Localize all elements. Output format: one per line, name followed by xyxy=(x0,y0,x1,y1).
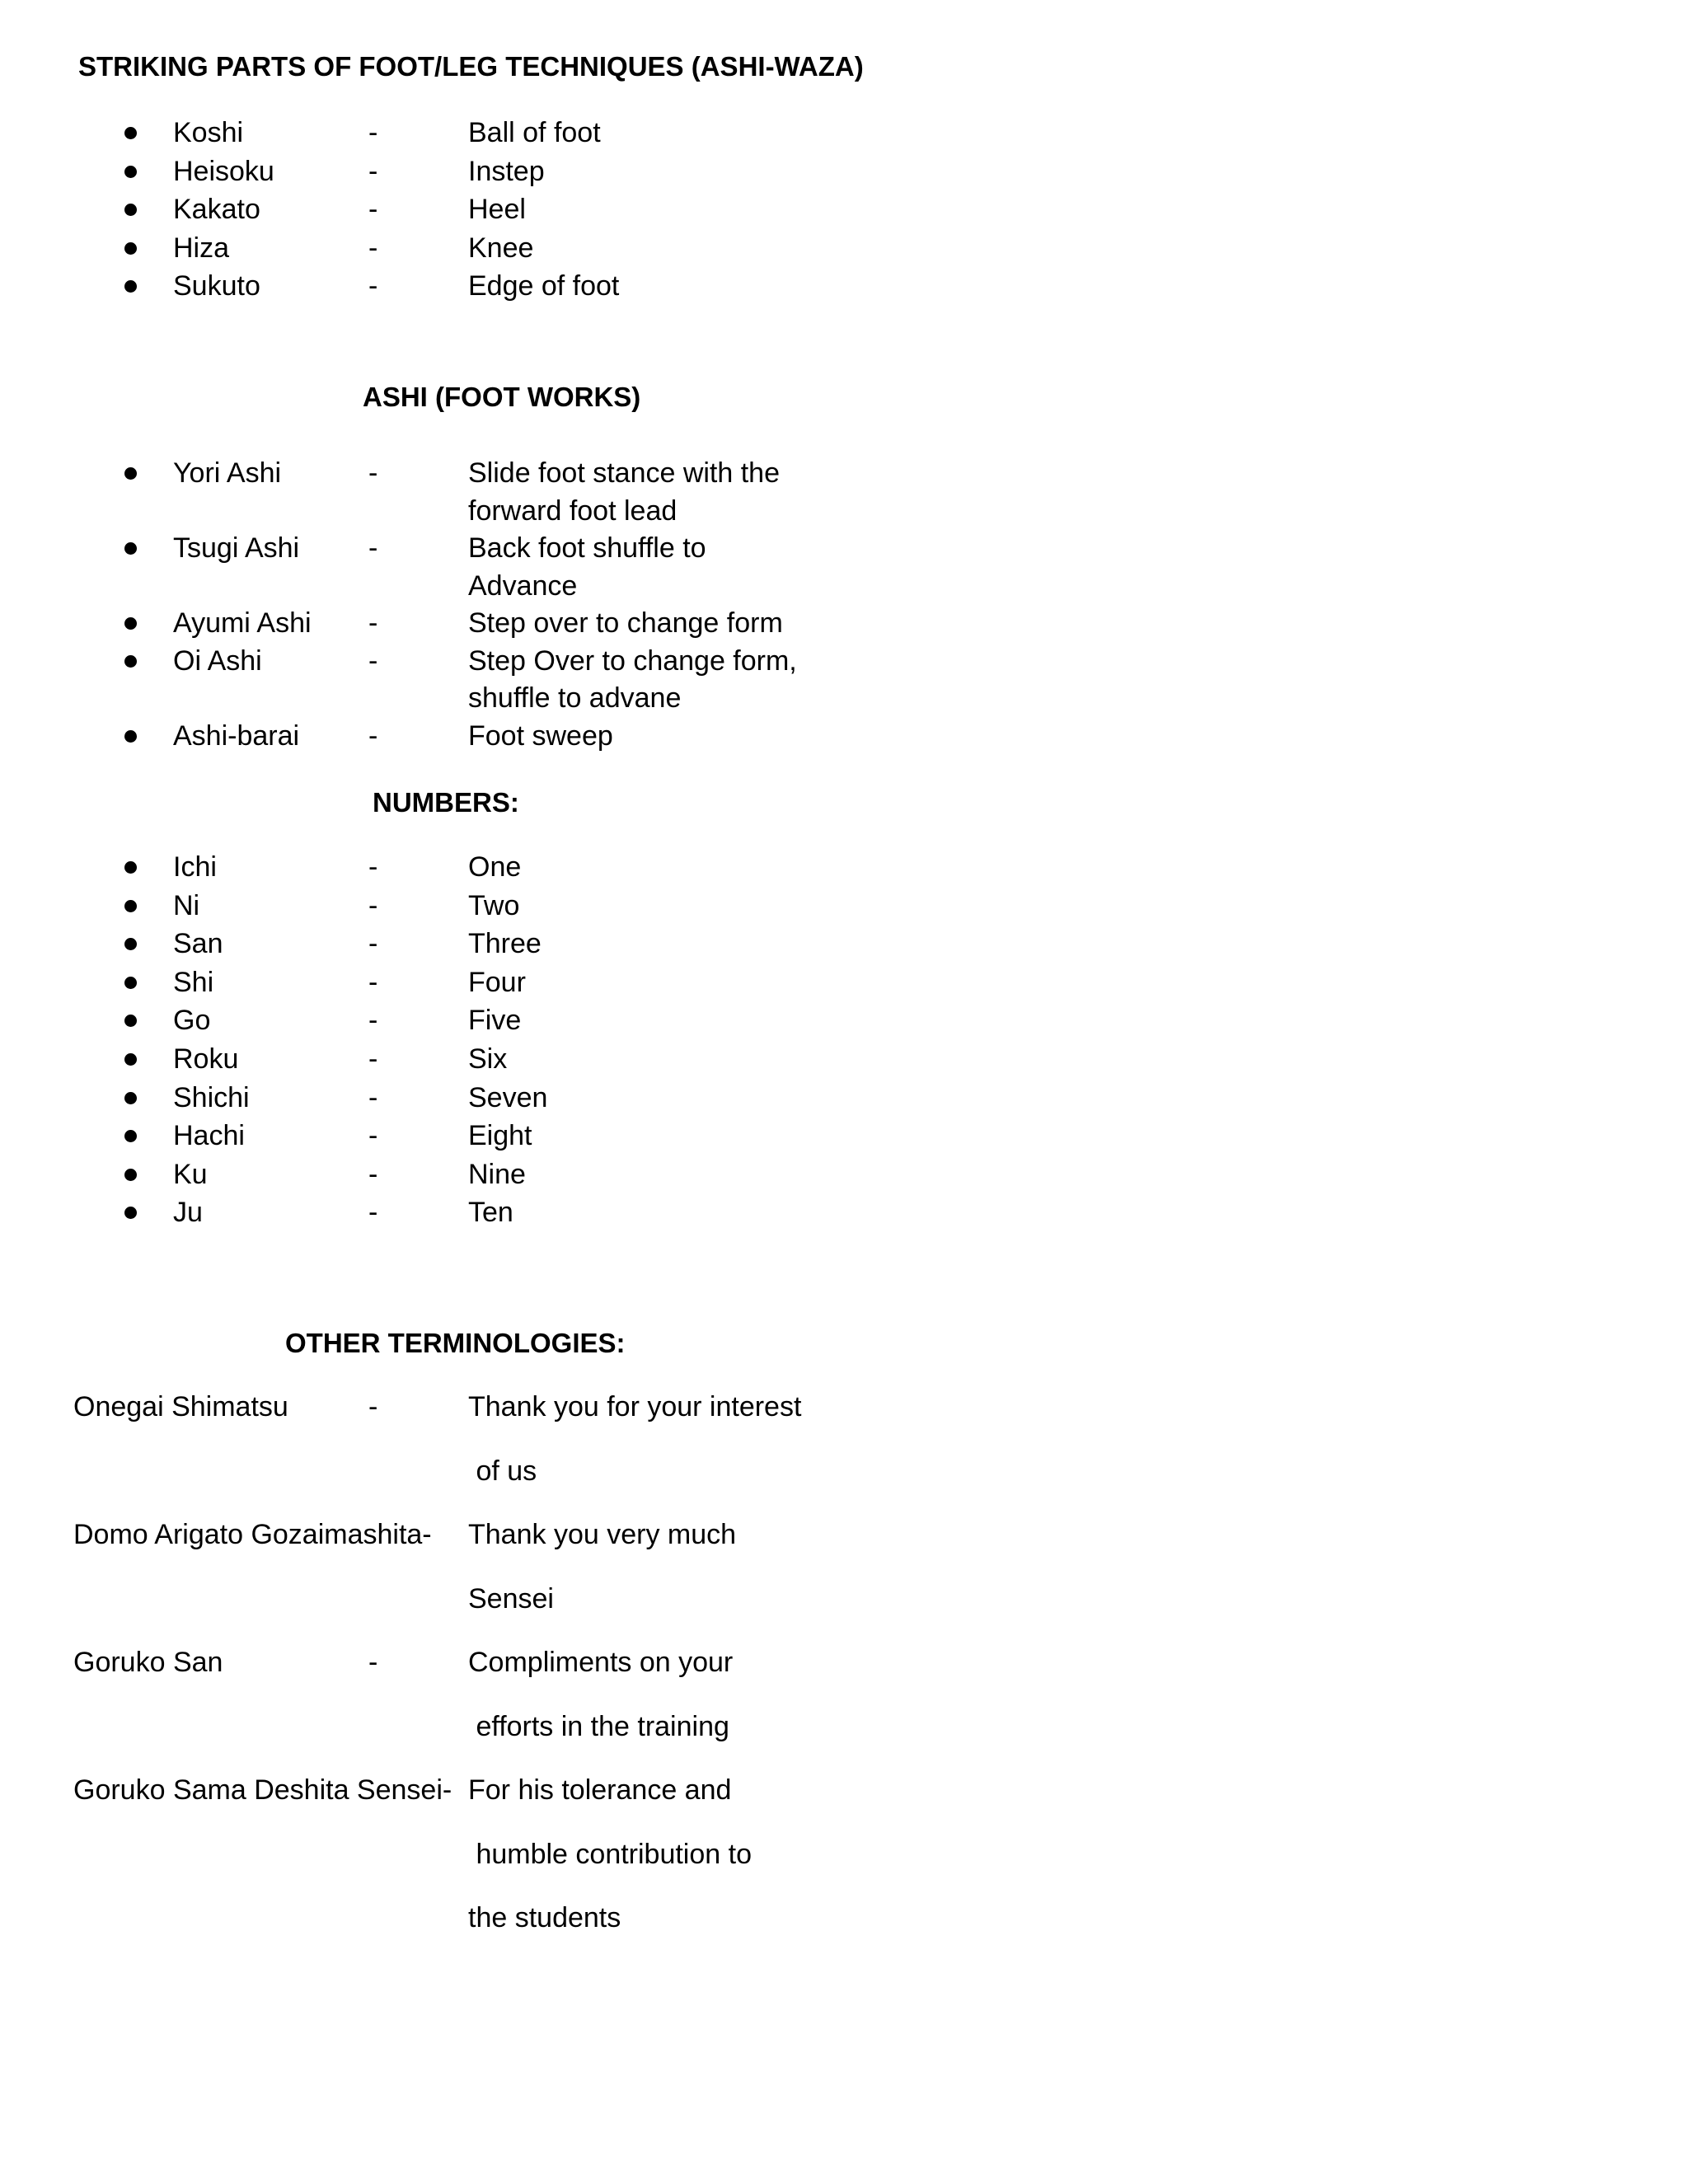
list-item-term: Kakato xyxy=(173,194,260,225)
list-item-separator: - xyxy=(368,270,378,302)
list-item-meaning: Slide foot stance with the xyxy=(468,457,781,489)
bullet-icon xyxy=(124,542,137,555)
list-item-meaning: shuffle to advane xyxy=(468,682,682,714)
list-item-term: Tsugi Ashi xyxy=(173,532,300,564)
list-item-term: Ku xyxy=(173,1158,208,1190)
list-item-separator: - xyxy=(368,607,378,639)
numbers-heading: NUMBERS: xyxy=(373,787,519,818)
list-item-separator: - xyxy=(368,1005,378,1037)
bullet-icon xyxy=(124,127,137,139)
list-item-meaning: Two xyxy=(468,889,520,921)
bullet-icon xyxy=(124,617,137,630)
terminology-term: Domo Arigato Gozaimashita- xyxy=(73,1519,432,1550)
list-item-meaning: Foot sweep xyxy=(468,719,613,752)
terminology-separator: - xyxy=(368,1391,378,1422)
terminology-term: Onegai Shimatsu xyxy=(73,1391,288,1422)
terminology-meaning: Thank you very much xyxy=(468,1519,737,1550)
bullet-icon xyxy=(124,1130,137,1142)
bullet-icon xyxy=(124,730,137,743)
list-item-term: Heisoku xyxy=(173,155,274,187)
terminology-meaning: For his tolerance and xyxy=(468,1774,732,1806)
list-item-separator: - xyxy=(368,644,378,677)
terminology-meaning: of us xyxy=(468,1455,537,1487)
bullet-icon xyxy=(124,900,137,912)
list-item-meaning: Nine xyxy=(468,1158,526,1190)
terminology-term: Goruko San xyxy=(73,1647,223,1678)
bullet-icon xyxy=(124,977,137,989)
list-item-separator: - xyxy=(368,889,378,921)
list-item-separator: - xyxy=(368,117,378,148)
terminology-term: Goruko Sama Deshita Sensei- xyxy=(73,1774,452,1806)
bullet-icon xyxy=(124,938,137,950)
list-item-separator: - xyxy=(368,966,378,998)
list-item-meaning: Step over to change form xyxy=(468,607,783,639)
list-item-term: Ayumi Ashi xyxy=(173,607,312,639)
list-item-meaning: Ten xyxy=(468,1197,513,1229)
list-item-meaning: Edge of foot xyxy=(468,270,620,302)
bullet-icon xyxy=(124,1207,137,1219)
terminology-meaning: the students xyxy=(468,1902,621,1933)
list-item-separator: - xyxy=(368,1197,378,1229)
bullet-icon xyxy=(124,1015,137,1027)
list-item-separator: - xyxy=(368,457,378,489)
list-item-separator: - xyxy=(368,851,378,883)
list-item-term: Roku xyxy=(173,1043,239,1075)
terminology-meaning: Thank you for your interest xyxy=(468,1391,802,1422)
list-item-separator: - xyxy=(368,1081,378,1113)
list-item-term: Koshi xyxy=(173,117,244,148)
terminology-meaning: Sensei xyxy=(468,1582,554,1615)
other-terminologies-heading: OTHER TERMINOLOGIES: xyxy=(285,1328,626,1358)
list-item-separator: - xyxy=(368,155,378,187)
list-item-term: Hiza xyxy=(173,232,230,264)
list-item-term: Sukuto xyxy=(173,270,260,302)
list-item-term: Ni xyxy=(173,889,200,921)
striking-heading: STRIKING PARTS OF FOOT/LEG TECHNIQUES (ASHI-WAZA) xyxy=(78,51,864,82)
bullet-icon xyxy=(124,166,137,178)
bullet-icon xyxy=(124,655,137,668)
ashi-heading: ASHI (FOOT WORKS) xyxy=(363,382,641,412)
list-item-term: Shi xyxy=(173,966,214,998)
bullet-icon xyxy=(124,861,137,874)
list-item-term: Yori Ashi xyxy=(173,457,282,489)
list-item-meaning: Six xyxy=(468,1043,508,1075)
bullet-icon xyxy=(124,1169,137,1181)
list-item-separator: - xyxy=(368,232,378,264)
list-item-separator: - xyxy=(368,719,378,752)
list-item-meaning: forward foot lead xyxy=(468,494,678,527)
list-item-term: Hachi xyxy=(173,1120,245,1152)
bullet-icon xyxy=(124,1053,137,1066)
terminology-meaning: humble contribution to xyxy=(468,1838,752,1870)
list-item-term: Oi Ashi xyxy=(173,644,262,677)
list-item-meaning: One xyxy=(468,851,522,883)
list-item-separator: - xyxy=(368,1043,378,1075)
list-item-meaning: Seven xyxy=(468,1081,548,1113)
list-item-meaning: Back foot shuffle to xyxy=(468,532,706,564)
list-item-separator: - xyxy=(368,532,378,564)
list-item-meaning: Heel xyxy=(468,194,526,225)
list-item-meaning: Advance xyxy=(468,569,578,602)
list-item-term: San xyxy=(173,928,223,960)
list-item-meaning: Knee xyxy=(468,232,534,264)
list-item-meaning: Instep xyxy=(468,155,545,187)
list-item-meaning: Ball of foot xyxy=(468,117,601,148)
terminology-meaning: Compliments on your xyxy=(468,1647,734,1678)
list-item-term: Ichi xyxy=(173,851,217,883)
list-item-separator: - xyxy=(368,1158,378,1190)
terminology-separator: - xyxy=(368,1647,378,1678)
list-item-meaning: Three xyxy=(468,928,542,960)
list-item-term: Shichi xyxy=(173,1081,250,1113)
list-item-meaning: Four xyxy=(468,966,526,998)
bullet-icon xyxy=(124,467,137,480)
list-item-separator: - xyxy=(368,1120,378,1152)
terminology-meaning: efforts in the training xyxy=(468,1710,729,1742)
list-item-separator: - xyxy=(368,194,378,225)
list-item-separator: - xyxy=(368,928,378,960)
list-item-term: Ju xyxy=(173,1197,203,1229)
list-item-meaning: Eight xyxy=(468,1120,532,1152)
bullet-icon xyxy=(124,204,137,216)
list-item-term: Ashi-barai xyxy=(173,719,300,752)
list-item-term: Go xyxy=(173,1005,211,1037)
bullet-icon xyxy=(124,1092,137,1104)
list-item-meaning: Step Over to change form, xyxy=(468,644,797,677)
bullet-icon xyxy=(124,280,137,293)
bullet-icon xyxy=(124,242,137,255)
list-item-meaning: Five xyxy=(468,1005,522,1037)
